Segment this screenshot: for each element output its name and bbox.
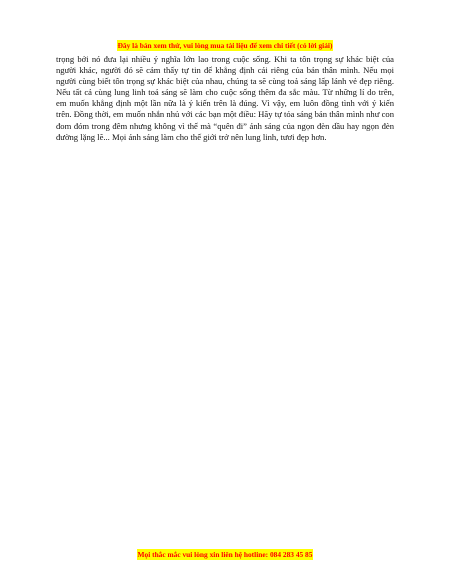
preview-notice-banner [0, 38, 450, 51]
essay-paragraph: trọng bởi nó đưa lại nhiều ý nghĩa lớn lao trong cuộc sống. Khi ta tôn trọng sự khác biệt của người khác, người đó sẽ cảm thấy tự tin để khẳng định cái riêng của bản thân mình. Nếu mọi người cùng biết tôn trọng sự khác biệt của nhau, chúng ta sẽ cùng toả sáng lấp lánh vẻ đẹp riêng. Nếu tất cả cùng lung linh toả sáng sẽ làm cho cuộc sống thêm đa sắc màu. Từ những lí do trên, em muốn khẳng định một lần nữa là ý kiến trên là đúng. Vì vậy, em luôn đồng tình với ý kiến trên. Đồng thời, em muốn nhắn nhủ với các bạn một điều: Hãy tự tỏa sáng bản thân mình như con đom đóm trong đêm nhưng không vì thế mà “quên đi” ánh sáng của ngọn đèn dầu hay ngọn đèn đường lặng lẽ... Mọi ánh sáng làm cho thế giới trở nên lung linh, tươi đẹp hơn. [56, 54, 394, 142]
hotline-banner [0, 547, 450, 560]
preview-notice-text: Đây là bản xem thử, vui lòng mua tài liệu để xem chi tiết (có lời giải) [117, 41, 333, 50]
hotline-text: Mọi thắc mắc vui lòng xin liên hệ hotline: 084 283 45 85 [137, 550, 313, 559]
